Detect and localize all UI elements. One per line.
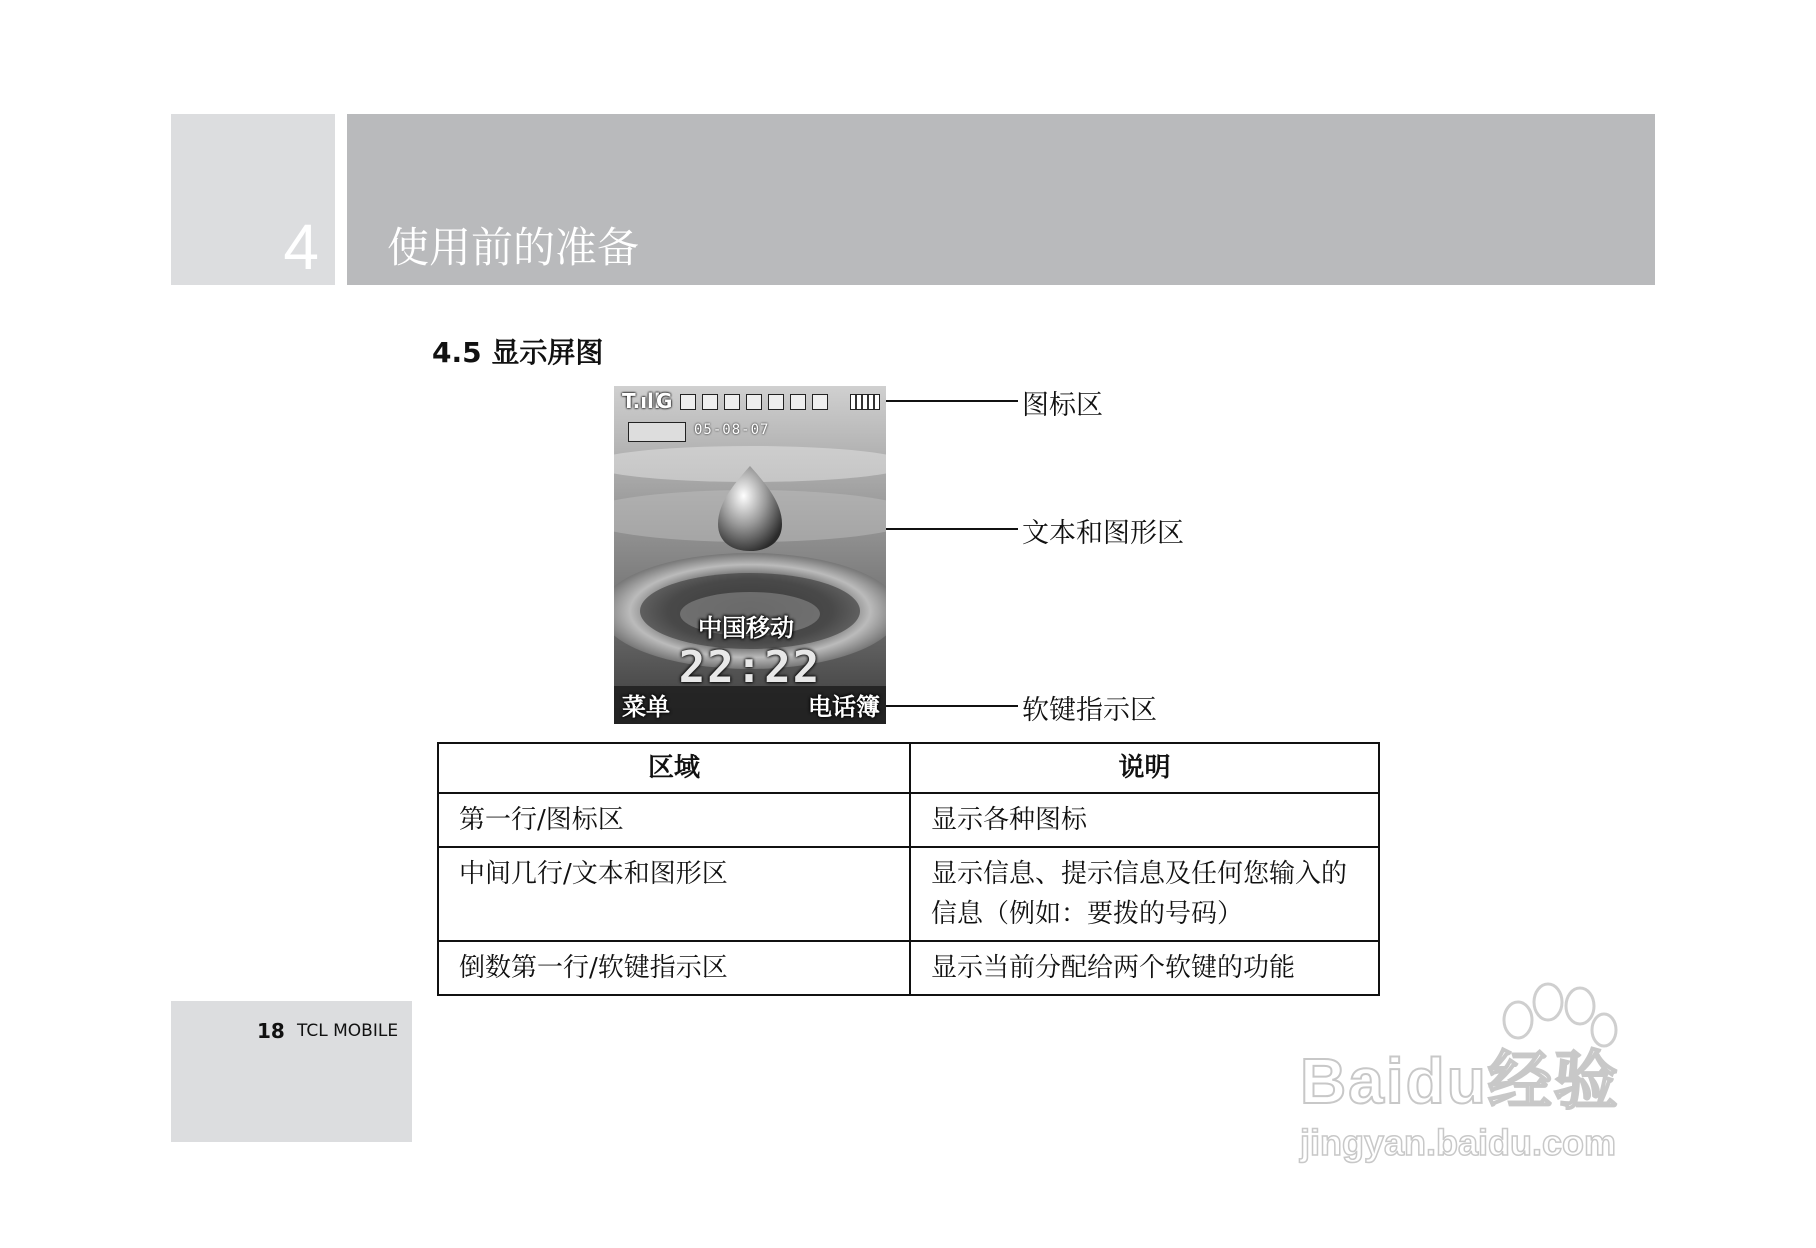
table-row	[438, 793, 1379, 847]
watermark-url: jingyan.baidu.com	[1300, 1122, 1617, 1163]
phone-screen-image	[614, 386, 886, 724]
roaming-icon	[790, 394, 806, 410]
signal-icon: T.ıll	[622, 389, 661, 413]
table-row	[438, 941, 1379, 995]
battery-icon	[850, 394, 880, 410]
callout-softkey-area: 软键指示区	[1022, 695, 1157, 726]
table-cell-description: 显示信息、提示信息及任何您输入的信息（例如：要拨的号码）	[910, 847, 1379, 941]
chapter-number: 4	[283, 211, 319, 283]
chapter-title-bar	[347, 114, 1655, 285]
table-cell-area: 中间几行/文本和图形区	[438, 847, 910, 941]
table-cell-description: 显示当前分配给两个软键的功能	[910, 941, 1379, 995]
table-header-row	[438, 743, 1379, 793]
softkey-left-label: 菜单	[622, 693, 670, 721]
table-cell-description: 显示各种图标	[910, 793, 1379, 847]
section-title: 4.5 显示屏图	[432, 336, 604, 369]
vibrate-icon	[746, 394, 762, 410]
softkey-right-label: 电话簿	[808, 693, 880, 721]
leader-line-text-area	[886, 528, 1018, 530]
footer-box	[171, 1001, 412, 1142]
sim-icon	[812, 394, 828, 410]
chapter-title: 使用前的准备	[387, 223, 640, 272]
page-number: 18	[257, 1019, 285, 1043]
operator-name: 中国移动	[698, 614, 794, 642]
callout-icon-area: 图标区	[1022, 390, 1103, 421]
gprs-icon: G	[656, 389, 673, 413]
watermark-logo-text: Baidu经验	[1300, 1045, 1620, 1117]
table-header-description: 说明	[910, 743, 1379, 793]
footer-brand: TCL MOBILE	[297, 1021, 399, 1041]
phone-clock: 22:22	[678, 642, 822, 693]
phone-date: 05-08-07	[694, 422, 770, 438]
leader-line-icon-area	[886, 400, 1018, 402]
chapter-number-box	[171, 114, 335, 285]
table-row	[438, 847, 1379, 941]
callout-text-graphics-area: 文本和图形区	[1022, 518, 1184, 549]
phone-status-bar	[614, 386, 886, 416]
calendar-icon	[628, 422, 686, 442]
table-cell-area: 倒数第一行/软键指示区	[438, 941, 910, 995]
leader-line-softkey-area	[886, 705, 1018, 707]
table-cell-area: 第一行/图标区	[438, 793, 910, 847]
table-header-area: 区域	[438, 743, 910, 793]
display-areas-table	[437, 742, 1380, 996]
call-divert-icon	[680, 394, 696, 410]
headset-icon	[768, 394, 784, 410]
message-icon	[724, 394, 740, 410]
alarm-icon	[702, 394, 718, 410]
